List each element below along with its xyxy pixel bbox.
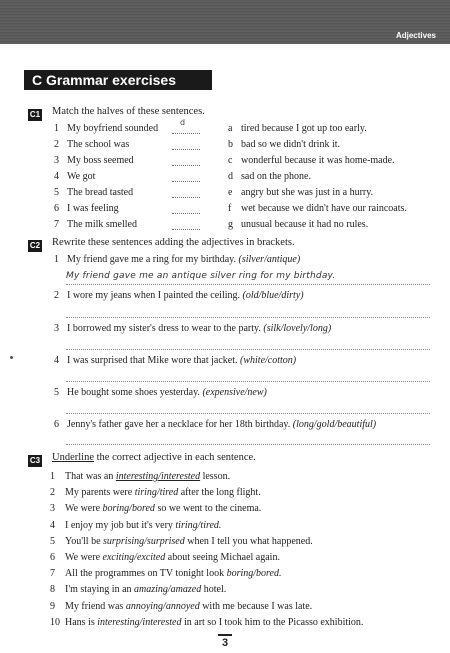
sentence-post: so we went to the cinema. [154,503,262,515]
answer-line[interactable] [66,316,430,318]
adjective-options[interactable]: boring/bored. [226,568,282,580]
page-speck [10,356,13,359]
c1-row [54,218,444,232]
sentence-start: The school was [67,139,130,150]
sentence-pre: That was an [65,471,116,482]
adjective-options[interactable]: tiring/tired [134,487,179,499]
sentence-pre: I enjoy my job but it's very [65,519,176,531]
c3-sentence [50,616,363,630]
adjective-options[interactable]: surprising/surprised [103,535,185,547]
answer-line[interactable] [66,380,430,382]
sentence-start: We got [67,171,96,182]
item-number: 1 [54,123,59,134]
chapter-title: Adjectives [395,31,436,40]
item-number: 7 [50,568,55,580]
adjective-options[interactable]: interesting/interested [115,471,201,482]
c2-sentence [54,322,331,336]
sentence-pre: My friend was [65,600,126,612]
item-number: 4 [50,519,55,531]
c3-sentence [50,519,221,533]
adjective-hint: (silver/antique) [238,254,301,265]
c3-sentence [50,600,312,614]
option-letter: c [228,155,233,166]
sentence-start: I was feeling [67,203,119,214]
sentence-ending: bad so we didn't drink it. [241,139,341,150]
answer-blank[interactable] [172,202,200,214]
sentence-pre: I'm staying in an [65,584,135,596]
sentence-post: when I tell you what happened. [184,535,313,547]
c1-row [54,154,444,168]
answer-line[interactable] [66,283,430,285]
sentence-start: My boss seemed [67,155,134,166]
option-letter: a [228,123,233,134]
option-letter: f [228,203,232,214]
adjective-hint: (old/blue/dirty) [242,290,304,301]
sentence-pre: You'll be [65,535,104,547]
sentence-ending: angry but she was just in a hurry. [241,187,374,198]
sentence-post: after the long flight. [178,487,261,499]
item-number: 6 [50,552,55,563]
answer-line[interactable] [66,443,430,445]
item-number: 9 [50,600,55,612]
c3-sentence [50,535,313,549]
adjective-options[interactable]: annoying/annoyed [125,600,200,612]
adjective-options[interactable]: tiring/tired. [175,519,222,531]
item-number: 10 [50,616,60,628]
adjective-hint: (expensive/new) [202,387,267,398]
adjective-options[interactable]: interesting/interested [97,616,182,628]
item-number: 5 [54,187,59,198]
sentence-ending: tired because I got up too early. [241,123,367,134]
c3-sentence [50,583,226,597]
c1-row [54,170,444,184]
sentence-text: I wore my jeans when I painted the ceiling. [67,290,243,301]
item-number: 6 [54,203,59,214]
sentence-text: I borrowed my sister's dress to wear to the party. [67,323,264,334]
sentence-start: My boyfriend sounded [67,123,159,134]
sentence-text: I was surprised that Mike wore that jacket. [67,355,241,366]
sentence-text: My friend gave me a ring for my birthday. [67,254,239,265]
answer-blank[interactable] [172,170,200,182]
item-number: 1 [50,471,55,482]
c3-instruction-rest: the correct adjective in each sentence. [94,452,256,463]
item-number: 5 [54,387,59,398]
c2-sentence [54,289,304,303]
exercise-badge-c2: C2 [29,241,41,250]
option-letter: b [228,139,233,150]
c3-sentence [50,551,280,565]
sentence-text: Jenny's father gave her a necklace for her 18th birthday. [67,419,293,430]
answer-line[interactable] [66,412,430,414]
c1-row [54,138,444,152]
answer-line[interactable] [66,348,430,350]
sentence-pre: All the programmes on TV tonight look [65,568,227,580]
sentence-ending: unusual because it had no rules. [241,219,369,230]
c1-row [54,202,444,216]
item-number: 5 [50,535,55,547]
answer-blank[interactable] [172,218,200,230]
item-number: 1 [54,254,59,265]
c2-sentence [54,418,376,432]
sentence-post: about seeing Michael again. [165,552,280,563]
sentence-ending: wonderful because it was home-made. [241,155,395,166]
sentence-post: lesson. [200,471,231,482]
c2-instruction: Rewrite these sentences adding the adjectives in brackets. [52,237,295,248]
item-number: 4 [54,355,59,366]
item-number: 3 [54,155,59,166]
c2-sentence [54,354,296,368]
chapter-header-bar [0,0,450,44]
sentence-pre: Hans is [65,616,98,628]
c1-row [54,118,444,136]
answer-blank[interactable] [172,122,200,134]
option-letter: e [228,187,233,198]
item-number: 8 [50,584,55,596]
item-number: 3 [50,503,55,515]
item-number: 2 [54,290,59,301]
item-number: 4 [54,171,59,182]
c3-sentence [50,502,261,516]
handwritten-answer: My friend gave me an antique silver ring for my birthday. [66,271,336,281]
adjective-hint: (long/gold/beautiful) [292,419,377,430]
adjective-hint: (white/cotton) [240,355,297,366]
option-letter: d [228,171,233,182]
adjective-hint: (silk/lovely/long) [263,323,332,334]
page-number: 3 [218,634,232,650]
underline-word: Underline [52,452,94,463]
answer-blank[interactable] [172,186,200,198]
c3-sentence [50,486,261,500]
c3-sentence [50,567,281,581]
sentence-pre: We were [65,552,103,563]
adjective-options[interactable]: amazing/amazed [134,584,202,596]
sentence-text: He bought some shoes yesterday. [67,387,203,398]
c3-instruction [52,452,256,463]
sentence-post: with me because I was late. [199,600,313,612]
item-number: 3 [54,323,59,334]
sentence-start: The bread tasted [67,187,134,198]
item-number: 6 [54,419,59,430]
answer-blank[interactable] [172,138,200,150]
sentence-post: hotel. [201,584,227,596]
sentence-ending: sad on the phone. [241,171,311,182]
exercise-badge-c3: C3 [29,456,41,465]
item-number: 7 [54,219,59,230]
sentence-start: The milk smelled [67,219,137,230]
c2-sentence [54,386,267,400]
item-number: 2 [50,487,55,499]
answer-blank[interactable] [172,154,200,166]
exercise-badge-c1: C1 [29,110,41,119]
item-number: 2 [54,139,59,150]
section-title: C Grammar exercises [24,70,212,90]
c2-sentence [54,253,300,267]
adjective-options[interactable]: boring/bored [102,503,155,515]
handwritten-letter: d [180,118,186,127]
c1-row [54,186,444,200]
sentence-pre: We were [65,503,103,515]
c3-sentence [50,470,230,484]
option-letter: g [228,219,233,230]
sentence-ending: wet because we didn't have our raincoats. [241,203,407,214]
sentence-post: in art so I took him to the Picasso exhibition. [181,616,364,628]
sentence-pre: My parents were [65,487,135,499]
c1-instruction: Match the halves of these sentences. [52,106,205,117]
adjective-options[interactable]: exciting/excited [102,552,166,563]
